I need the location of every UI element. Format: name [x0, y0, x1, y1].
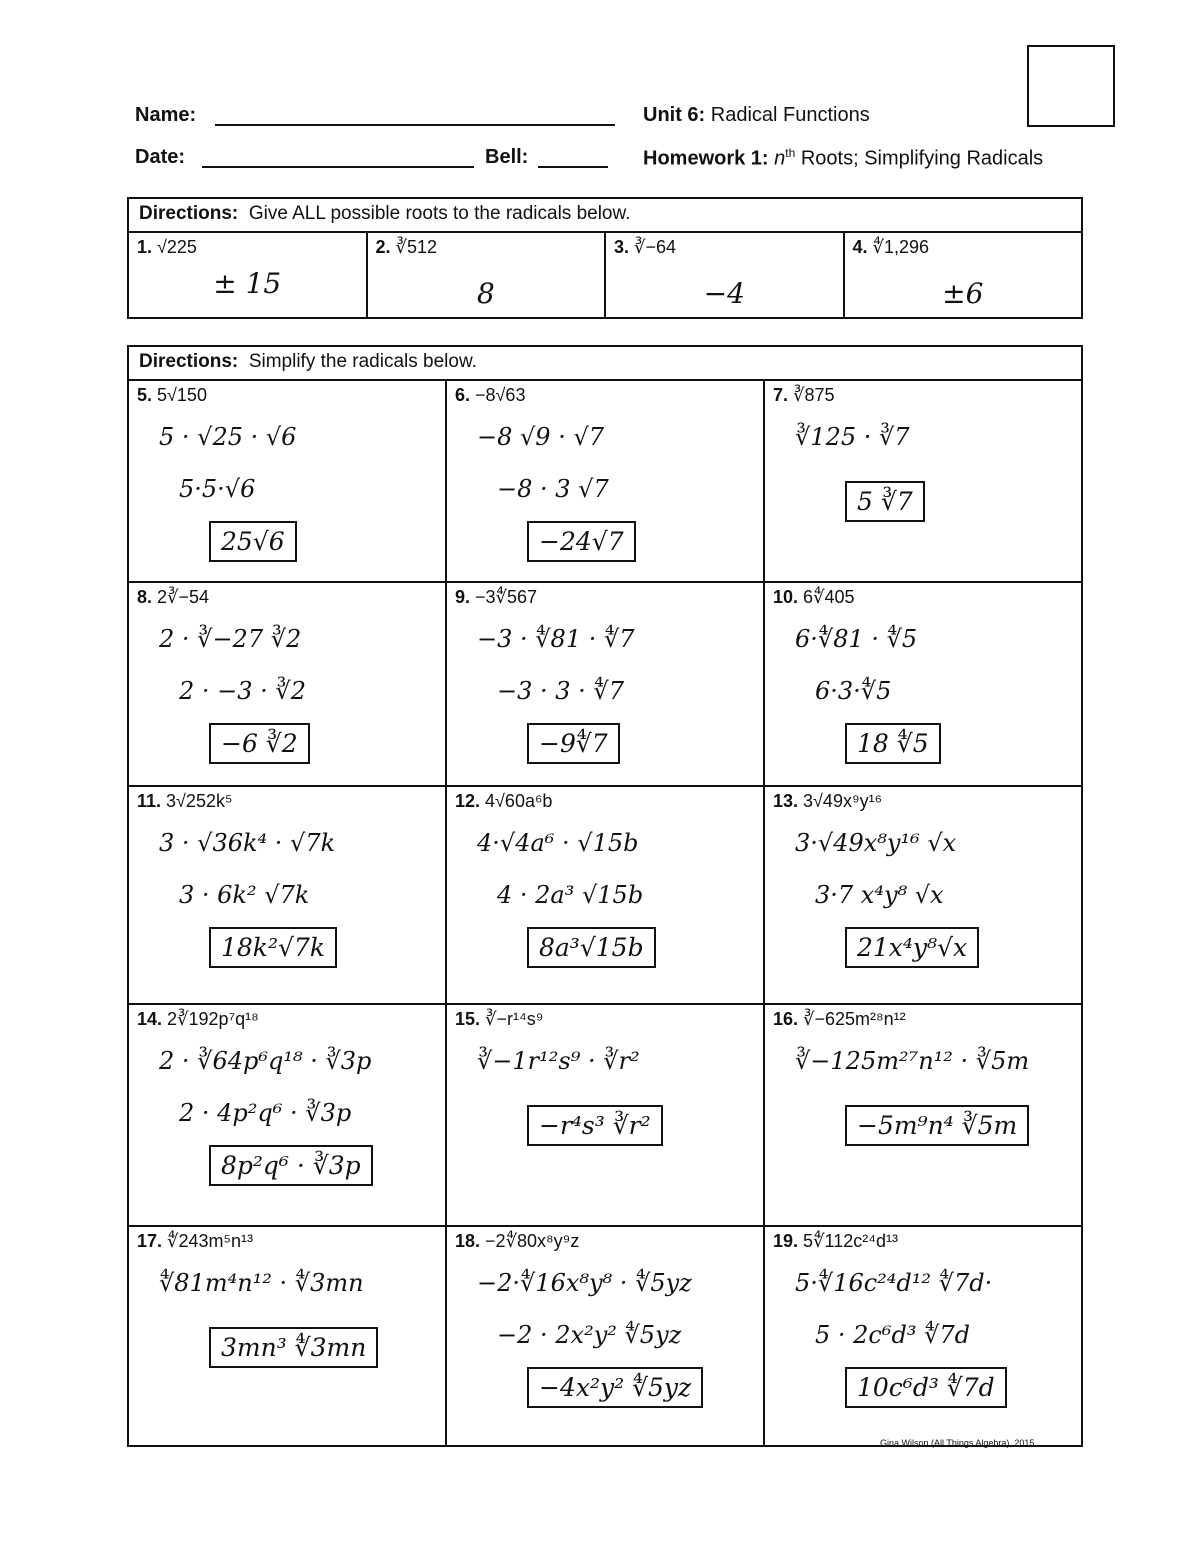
- bell-label: Bell:: [485, 146, 529, 168]
- boxed-answer[interactable]: 18 ∜5: [845, 723, 941, 764]
- work-step-2[interactable]: −8 · 3 √7: [497, 475, 609, 503]
- problem-label: 19. 5∜112c²⁴d¹³: [773, 1231, 898, 1251]
- name-field[interactable]: [215, 124, 615, 126]
- simplify-problem-cell: [764, 582, 1082, 786]
- boxed-answer[interactable]: −5m⁹n⁴ ∛5m: [845, 1105, 1029, 1146]
- problem-label: 3. ∛−64: [614, 237, 677, 257]
- work-step-1[interactable]: ∜81m⁴n¹² · ∜3mn: [159, 1269, 364, 1297]
- simplify-problem-cell: [764, 786, 1082, 1004]
- date-field[interactable]: [202, 166, 474, 168]
- directions-2: Directions: Simplify the radicals below.: [128, 346, 1082, 380]
- score-box: [1027, 45, 1115, 127]
- boxed-answer[interactable]: −9∜7: [527, 723, 620, 764]
- work-step-2[interactable]: −3 · 3 · ∜7: [497, 677, 624, 705]
- problem-label: 11. 3√252k⁵: [137, 791, 233, 811]
- simplify-problem-cell: [446, 1004, 764, 1226]
- name-label: Name:: [135, 104, 197, 126]
- simplify-problem-cell: [128, 380, 446, 582]
- root-answer[interactable]: 8: [476, 277, 495, 310]
- simplify-problem-cell: [764, 1226, 1082, 1446]
- work-step-1[interactable]: 5·∜16c²⁴d¹² ∜7d·: [795, 1269, 993, 1297]
- date-label: Date:: [135, 146, 186, 168]
- simplify-table: [127, 345, 1083, 1447]
- problem-label: 14. 2∛192p⁷q¹⁸: [137, 1009, 259, 1029]
- problem-label: 5. 5√150: [137, 385, 207, 405]
- boxed-answer[interactable]: −24√7: [527, 521, 636, 562]
- work-step-1[interactable]: 2 · ∛64p⁶q¹⁸ · ∛3p: [159, 1047, 372, 1075]
- boxed-answer[interactable]: 25√6: [209, 521, 297, 562]
- problem-label: 18. −2∜80x⁸y⁹z: [455, 1231, 580, 1251]
- simplify-problem-cell: [446, 1226, 764, 1446]
- boxed-answer[interactable]: 3mn³ ∜3mn: [209, 1327, 378, 1368]
- boxed-answer[interactable]: −6 ∛2: [209, 723, 310, 764]
- root-answer[interactable]: ± 15: [213, 267, 282, 300]
- problem-label: 6. −8√63: [455, 385, 526, 405]
- root-problem-cell: [367, 232, 606, 318]
- problem-label: 8. 2∛−54: [137, 587, 210, 607]
- work-step-1[interactable]: 6·∜81 · ∜5: [795, 625, 918, 653]
- work-step-1[interactable]: 5 · √25 · √6: [159, 423, 297, 451]
- work-step-1[interactable]: 4·√4a⁶ · √15b: [477, 829, 639, 857]
- simplify-problem-cell: [764, 1004, 1082, 1226]
- unit-title: Unit 6: Radical Functions: [643, 104, 870, 126]
- work-step-1[interactable]: −3 · ∜81 · ∜7: [477, 625, 635, 653]
- work-step-1[interactable]: 3 · √36k⁴ · √7k: [159, 829, 336, 857]
- homework-title: Homework 1: $n^{th}$ Roots; Simplifying Radicals: [643, 146, 1044, 170]
- simplify-problem-cell: [446, 786, 764, 1004]
- boxed-answer[interactable]: 10c⁶d³ ∜7d: [845, 1367, 1007, 1408]
- root-problem-cell: [844, 232, 1083, 318]
- problem-label: 15. ∛−r¹⁴s⁹: [455, 1009, 544, 1029]
- root-answer[interactable]: ±6: [942, 277, 984, 310]
- work-step-2[interactable]: 3 · 6k² √7k: [179, 881, 310, 909]
- problem-label: 13. 3√49x⁹y¹⁶: [773, 791, 883, 811]
- problem-label: 7. ∛875: [773, 385, 835, 405]
- problem-label: 2. ∛512: [375, 237, 438, 257]
- problem-label: 4. ∜1,296: [852, 237, 930, 257]
- work-step-2[interactable]: 5·5·√6: [179, 475, 256, 503]
- problem-label: 9. −3∜567: [455, 587, 538, 607]
- problem-label: 1. √225: [137, 237, 197, 257]
- copyright-footer: Gina Wilson (All Things Algebra), 2015: [880, 1438, 1035, 1448]
- boxed-answer[interactable]: 8a³√15b: [527, 927, 656, 968]
- boxed-answer[interactable]: 5 ∛7: [845, 481, 925, 522]
- work-step-1[interactable]: ∛125 · ∛7: [795, 423, 910, 451]
- boxed-answer[interactable]: 21x⁴y⁸√x: [845, 927, 979, 968]
- work-step-2[interactable]: 2 · −3 · ∛2: [179, 677, 306, 705]
- roots-table: [127, 197, 1083, 319]
- work-step-1[interactable]: ∛−1r¹²s⁹ · ∛r²: [477, 1047, 640, 1075]
- boxed-answer[interactable]: 8p²q⁶ · ∛3p: [209, 1145, 373, 1186]
- problem-label: 17. ∜243m⁵n¹³: [137, 1231, 254, 1251]
- work-step-2[interactable]: 3·7 x⁴y⁸ √x: [815, 881, 944, 909]
- work-step-2[interactable]: 6·3·∜5: [815, 677, 892, 705]
- simplify-problem-cell: [128, 1004, 446, 1226]
- simplify-problem-cell: [128, 786, 446, 1004]
- work-step-1[interactable]: ∛−125m²⁷n¹² · ∛5m: [795, 1047, 1030, 1075]
- root-problem-cell: [128, 232, 367, 318]
- root-answer[interactable]: −4: [703, 277, 745, 310]
- problem-label: 16. ∛−625m²⁸n¹²: [773, 1009, 906, 1029]
- simplify-problem-cell: [128, 1226, 446, 1446]
- problem-label: 10. 6∜405: [773, 587, 855, 607]
- work-step-2[interactable]: −2 · 2x²y² ∜5yz: [497, 1321, 682, 1349]
- work-step-1[interactable]: 3·√49x⁸y¹⁶ √x: [795, 829, 957, 857]
- simplify-problem-cell: [128, 582, 446, 786]
- work-step-2[interactable]: 4 · 2a³ √15b: [497, 881, 644, 909]
- work-step-1[interactable]: −8 √9 · √7: [477, 423, 605, 451]
- work-step-1[interactable]: −2·∜16x⁸y⁸ · ∜5yz: [477, 1269, 692, 1297]
- problem-label: 12. 4√60a⁶b: [455, 791, 553, 811]
- boxed-answer[interactable]: 18k²√7k: [209, 927, 337, 968]
- simplify-problem-cell: [764, 380, 1082, 582]
- boxed-answer[interactable]: −4x²y² ∜5yz: [527, 1367, 703, 1408]
- simplify-problem-cell: [446, 380, 764, 582]
- simplify-problem-cell: [446, 582, 764, 786]
- work-step-2[interactable]: 5 · 2c⁶d³ ∜7d: [815, 1321, 971, 1349]
- work-step-2[interactable]: 2 · 4p²q⁶ · ∛3p: [179, 1099, 352, 1127]
- root-problem-cell: [605, 232, 844, 318]
- work-step-1[interactable]: 2 · ∛−27 ∛2: [159, 625, 302, 653]
- boxed-answer[interactable]: −r⁴s³ ∛r²: [527, 1105, 663, 1146]
- directions-1: Directions: Give ALL possible roots to the radicals below.: [128, 198, 1082, 232]
- bell-field[interactable]: [538, 166, 608, 168]
